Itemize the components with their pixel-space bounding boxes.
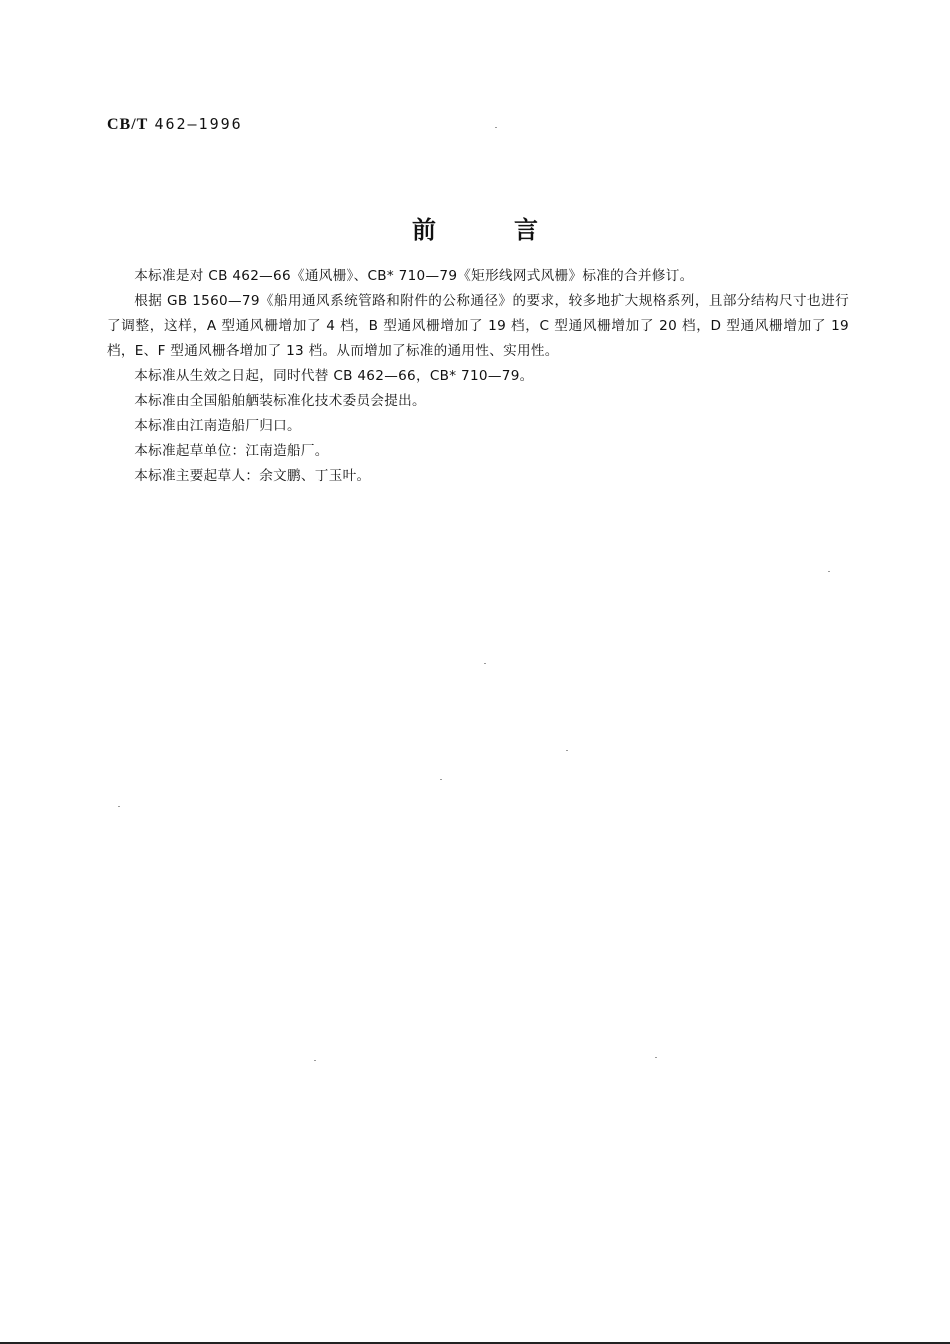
foreword-body (107, 264, 849, 489)
scan-speck (655, 1057, 657, 1058)
paragraph-merge-revision: 本标准是对 CB 462—66《通风栅》、CB* 710—79《矩形线网式风栅》标准的合并修订。 (134, 268, 694, 284)
scan-speck (118, 806, 120, 807)
page-title: 前言 (412, 216, 616, 244)
standard-code-number: 462—1996 (154, 115, 243, 133)
paragraph-revision-details: 根据 GB 1560—79《船用通风系统管路和附件的公称通径》的要求，较多地扩大规格系列，且部分结构尺寸也进行了调整，这样，A 型通风栅增加了 4 档，B 型通风栅增加了 19 档，C 型通风栅增加了 20 档，D 型通风栅增加了 19 档，E、F 型通风栅各增加了 13 档。从而增加了标准的通用性、实用性。 (107, 293, 849, 359)
scan-speck (314, 1060, 316, 1061)
paragraph-replacement: 本标准从生效之日起，同时代替 CB 462—66，CB* 710—79。 (134, 368, 534, 384)
scan-speck (484, 663, 486, 664)
standard-code-prefix: CB/T (107, 116, 149, 133)
standard-code (107, 114, 243, 134)
paragraph-drafting-unit: 本标准起草单位：江南造船厂。 (134, 443, 329, 459)
paragraph-drafters: 本标准主要起草人：余文鹏、丁玉叶。 (134, 468, 371, 484)
paragraph-centralized-by: 本标准由江南造船厂归口。 (134, 418, 301, 434)
scan-speck (440, 779, 442, 780)
scan-speck (495, 127, 497, 128)
scan-speck (566, 750, 568, 751)
paragraph-proposed-by: 本标准由全国船舶舾装标准化技术委员会提出。 (134, 393, 426, 409)
scan-speck (828, 571, 830, 572)
